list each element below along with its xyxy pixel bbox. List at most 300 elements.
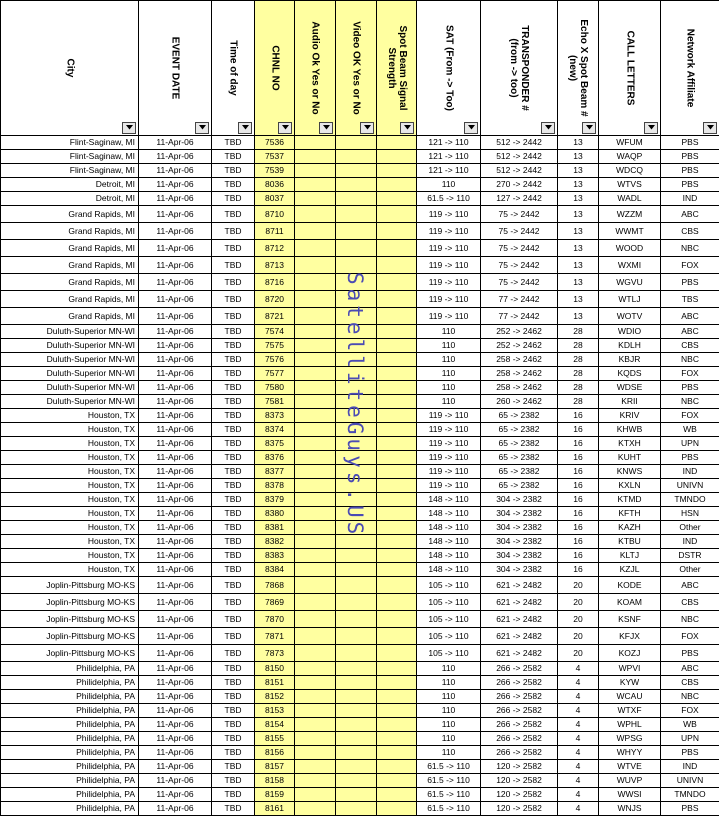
cell-date[interactable]: 11-Apr-06 [139, 353, 212, 367]
cell-call[interactable]: KTBU [599, 535, 661, 549]
cell-sat[interactable]: 119 -> 110 [417, 451, 481, 465]
cell-chnl[interactable]: 8716 [255, 274, 295, 291]
cell-video[interactable] [336, 395, 377, 409]
cell-video[interactable] [336, 291, 377, 308]
cell-network[interactable]: PBS [661, 274, 719, 291]
cell-audio[interactable] [295, 325, 336, 339]
cell-echo[interactable]: 28 [558, 353, 599, 367]
cell-chnl[interactable]: 8159 [255, 788, 295, 802]
cell-city[interactable]: Philidelphia, PA [1, 732, 139, 746]
cell-spot[interactable] [377, 206, 417, 223]
cell-video[interactable] [336, 577, 377, 594]
cell-echo[interactable]: 4 [558, 760, 599, 774]
cell-time[interactable]: TBD [212, 479, 255, 493]
cell-transponder[interactable]: 77 -> 2442 [481, 291, 558, 308]
cell-video[interactable] [336, 760, 377, 774]
autofilter-dropdown-icon[interactable] [644, 122, 658, 134]
cell-city[interactable]: Duluth-Superior MN-WI [1, 339, 139, 353]
cell-sat[interactable]: 110 [417, 353, 481, 367]
cell-date[interactable]: 11-Apr-06 [139, 409, 212, 423]
cell-sat[interactable]: 119 -> 110 [417, 206, 481, 223]
cell-date[interactable]: 11-Apr-06 [139, 395, 212, 409]
cell-video[interactable] [336, 549, 377, 563]
cell-spot[interactable] [377, 192, 417, 206]
cell-network[interactable]: FOX [661, 409, 719, 423]
cell-date[interactable]: 11-Apr-06 [139, 493, 212, 507]
cell-echo[interactable]: 13 [558, 192, 599, 206]
cell-chnl[interactable]: 7537 [255, 150, 295, 164]
cell-city[interactable]: Philidelphia, PA [1, 704, 139, 718]
cell-spot[interactable] [377, 274, 417, 291]
cell-spot[interactable] [377, 760, 417, 774]
cell-network[interactable]: FOX [661, 367, 719, 381]
cell-city[interactable]: Duluth-Superior MN-WI [1, 325, 139, 339]
cell-city[interactable]: Philidelphia, PA [1, 788, 139, 802]
cell-audio[interactable] [295, 423, 336, 437]
cell-network[interactable]: ABC [661, 577, 719, 594]
cell-sat[interactable]: 105 -> 110 [417, 628, 481, 645]
cell-spot[interactable] [377, 718, 417, 732]
cell-time[interactable]: TBD [212, 760, 255, 774]
cell-date[interactable]: 11-Apr-06 [139, 223, 212, 240]
cell-city[interactable]: Joplin-Pittsburg MO-KS [1, 611, 139, 628]
cell-audio[interactable] [295, 479, 336, 493]
cell-video[interactable] [336, 465, 377, 479]
cell-transponder[interactable]: 304 -> 2382 [481, 549, 558, 563]
cell-spot[interactable] [377, 367, 417, 381]
cell-chnl[interactable]: 7576 [255, 353, 295, 367]
cell-video[interactable] [336, 274, 377, 291]
cell-audio[interactable] [295, 206, 336, 223]
cell-city[interactable]: Grand Rapids, MI [1, 274, 139, 291]
cell-call[interactable]: KFTH [599, 507, 661, 521]
cell-echo[interactable]: 28 [558, 381, 599, 395]
cell-chnl[interactable]: 8153 [255, 704, 295, 718]
cell-network[interactable]: IND [661, 465, 719, 479]
cell-sat[interactable]: 110 [417, 178, 481, 192]
cell-video[interactable] [336, 690, 377, 704]
cell-date[interactable]: 11-Apr-06 [139, 704, 212, 718]
cell-network[interactable]: WB [661, 718, 719, 732]
cell-echo[interactable]: 20 [558, 577, 599, 594]
cell-city[interactable]: Grand Rapids, MI [1, 308, 139, 325]
cell-call[interactable]: WDSE [599, 381, 661, 395]
cell-time[interactable]: TBD [212, 493, 255, 507]
cell-audio[interactable] [295, 746, 336, 760]
cell-network[interactable]: CBS [661, 339, 719, 353]
cell-time[interactable]: TBD [212, 274, 255, 291]
cell-chnl[interactable]: 7873 [255, 645, 295, 662]
cell-transponder[interactable]: 266 -> 2582 [481, 676, 558, 690]
cell-call[interactable]: WCAU [599, 690, 661, 704]
cell-chnl[interactable]: 8375 [255, 437, 295, 451]
cell-time[interactable]: TBD [212, 240, 255, 257]
autofilter-dropdown-icon[interactable] [400, 122, 414, 134]
cell-chnl[interactable]: 8379 [255, 493, 295, 507]
cell-spot[interactable] [377, 535, 417, 549]
cell-video[interactable] [336, 192, 377, 206]
cell-time[interactable]: TBD [212, 594, 255, 611]
cell-network[interactable]: PBS [661, 381, 719, 395]
cell-date[interactable]: 11-Apr-06 [139, 479, 212, 493]
cell-audio[interactable] [295, 240, 336, 257]
cell-time[interactable]: TBD [212, 257, 255, 274]
cell-audio[interactable] [295, 704, 336, 718]
cell-city[interactable]: Grand Rapids, MI [1, 291, 139, 308]
cell-echo[interactable]: 16 [558, 423, 599, 437]
cell-time[interactable]: TBD [212, 676, 255, 690]
cell-video[interactable] [336, 437, 377, 451]
cell-call[interactable]: WZZM [599, 206, 661, 223]
cell-spot[interactable] [377, 611, 417, 628]
cell-video[interactable] [336, 611, 377, 628]
cell-network[interactable]: PBS [661, 178, 719, 192]
cell-date[interactable]: 11-Apr-06 [139, 676, 212, 690]
cell-sat[interactable]: 61.5 -> 110 [417, 802, 481, 816]
cell-date[interactable]: 11-Apr-06 [139, 645, 212, 662]
cell-echo[interactable]: 4 [558, 788, 599, 802]
cell-video[interactable] [336, 628, 377, 645]
cell-echo[interactable]: 28 [558, 367, 599, 381]
cell-time[interactable]: TBD [212, 223, 255, 240]
cell-call[interactable]: WTLJ [599, 291, 661, 308]
cell-video[interactable] [336, 367, 377, 381]
cell-echo[interactable]: 13 [558, 291, 599, 308]
cell-transponder[interactable]: 120 -> 2582 [481, 760, 558, 774]
cell-echo[interactable]: 16 [558, 465, 599, 479]
cell-network[interactable]: NBC [661, 611, 719, 628]
cell-chnl[interactable]: 8710 [255, 206, 295, 223]
cell-city[interactable]: Detroit, MI [1, 192, 139, 206]
cell-echo[interactable]: 13 [558, 308, 599, 325]
cell-date[interactable]: 11-Apr-06 [139, 802, 212, 816]
cell-audio[interactable] [295, 409, 336, 423]
cell-transponder[interactable]: 512 -> 2442 [481, 136, 558, 150]
cell-date[interactable]: 11-Apr-06 [139, 381, 212, 395]
cell-network[interactable]: UNIVN [661, 774, 719, 788]
cell-chnl[interactable]: 8152 [255, 690, 295, 704]
cell-spot[interactable] [377, 746, 417, 760]
cell-echo[interactable]: 20 [558, 611, 599, 628]
cell-city[interactable]: Joplin-Pittsburg MO-KS [1, 645, 139, 662]
cell-time[interactable]: TBD [212, 465, 255, 479]
cell-call[interactable]: WWMT [599, 223, 661, 240]
cell-audio[interactable] [295, 732, 336, 746]
cell-chnl[interactable]: 8377 [255, 465, 295, 479]
cell-sat[interactable]: 110 [417, 367, 481, 381]
cell-spot[interactable] [377, 507, 417, 521]
cell-chnl[interactable]: 8381 [255, 521, 295, 535]
cell-time[interactable]: TBD [212, 150, 255, 164]
cell-transponder[interactable]: 266 -> 2582 [481, 732, 558, 746]
cell-call[interactable]: KBJR [599, 353, 661, 367]
cell-spot[interactable] [377, 381, 417, 395]
cell-sat[interactable]: 105 -> 110 [417, 594, 481, 611]
cell-call[interactable]: WDCQ [599, 164, 661, 178]
cell-city[interactable]: Houston, TX [1, 465, 139, 479]
cell-audio[interactable] [295, 192, 336, 206]
cell-city[interactable]: Philidelphia, PA [1, 746, 139, 760]
cell-echo[interactable]: 4 [558, 718, 599, 732]
cell-date[interactable]: 11-Apr-06 [139, 164, 212, 178]
cell-chnl[interactable]: 8373 [255, 409, 295, 423]
cell-echo[interactable]: 13 [558, 136, 599, 150]
cell-city[interactable]: Duluth-Superior MN-WI [1, 367, 139, 381]
cell-chnl[interactable]: 7575 [255, 339, 295, 353]
cell-echo[interactable]: 16 [558, 493, 599, 507]
cell-video[interactable] [336, 381, 377, 395]
cell-city[interactable]: Grand Rapids, MI [1, 223, 139, 240]
cell-transponder[interactable]: 621 -> 2482 [481, 594, 558, 611]
cell-video[interactable] [336, 662, 377, 676]
autofilter-dropdown-icon[interactable] [582, 122, 596, 134]
cell-video[interactable] [336, 746, 377, 760]
cell-date[interactable]: 11-Apr-06 [139, 192, 212, 206]
cell-city[interactable]: Flint-Saginaw, MI [1, 164, 139, 178]
cell-call[interactable]: WTXF [599, 704, 661, 718]
cell-chnl[interactable]: 7580 [255, 381, 295, 395]
cell-call[interactable]: WAQP [599, 150, 661, 164]
cell-video[interactable] [336, 774, 377, 788]
cell-echo[interactable]: 4 [558, 676, 599, 690]
cell-spot[interactable] [377, 451, 417, 465]
cell-call[interactable]: KQDS [599, 367, 661, 381]
cell-time[interactable]: TBD [212, 704, 255, 718]
cell-city[interactable]: Houston, TX [1, 451, 139, 465]
cell-spot[interactable] [377, 136, 417, 150]
autofilter-dropdown-icon[interactable] [278, 122, 292, 134]
cell-call[interactable]: WADL [599, 192, 661, 206]
cell-time[interactable]: TBD [212, 451, 255, 465]
cell-time[interactable]: TBD [212, 381, 255, 395]
cell-city[interactable]: Grand Rapids, MI [1, 240, 139, 257]
cell-date[interactable]: 11-Apr-06 [139, 788, 212, 802]
cell-audio[interactable] [295, 718, 336, 732]
cell-echo[interactable]: 16 [558, 563, 599, 577]
cell-date[interactable]: 11-Apr-06 [139, 136, 212, 150]
cell-sat[interactable]: 61.5 -> 110 [417, 760, 481, 774]
cell-spot[interactable] [377, 257, 417, 274]
cell-echo[interactable]: 13 [558, 240, 599, 257]
cell-city[interactable]: Philidelphia, PA [1, 760, 139, 774]
cell-echo[interactable]: 13 [558, 178, 599, 192]
cell-sat[interactable]: 119 -> 110 [417, 423, 481, 437]
cell-audio[interactable] [295, 150, 336, 164]
cell-network[interactable]: PBS [661, 746, 719, 760]
cell-city[interactable]: Philidelphia, PA [1, 802, 139, 816]
cell-sat[interactable]: 148 -> 110 [417, 563, 481, 577]
cell-date[interactable]: 11-Apr-06 [139, 594, 212, 611]
cell-transponder[interactable]: 304 -> 2382 [481, 521, 558, 535]
cell-video[interactable] [336, 150, 377, 164]
autofilter-dropdown-icon[interactable] [360, 122, 374, 134]
cell-audio[interactable] [295, 690, 336, 704]
cell-echo[interactable]: 4 [558, 690, 599, 704]
cell-video[interactable] [336, 676, 377, 690]
cell-city[interactable]: Houston, TX [1, 535, 139, 549]
cell-audio[interactable] [295, 788, 336, 802]
cell-time[interactable]: TBD [212, 788, 255, 802]
cell-call[interactable]: KZJL [599, 563, 661, 577]
cell-time[interactable]: TBD [212, 563, 255, 577]
cell-city[interactable]: Houston, TX [1, 423, 139, 437]
cell-echo[interactable]: 20 [558, 645, 599, 662]
cell-network[interactable]: TMNDO [661, 493, 719, 507]
autofilter-dropdown-icon[interactable] [319, 122, 333, 134]
cell-date[interactable]: 11-Apr-06 [139, 563, 212, 577]
cell-chnl[interactable]: 7536 [255, 136, 295, 150]
cell-transponder[interactable]: 258 -> 2462 [481, 353, 558, 367]
cell-call[interactable]: KDLH [599, 339, 661, 353]
cell-city[interactable]: Joplin-Pittsburg MO-KS [1, 577, 139, 594]
cell-city[interactable]: Detroit, MI [1, 178, 139, 192]
cell-chnl[interactable]: 8382 [255, 535, 295, 549]
cell-network[interactable]: IND [661, 760, 719, 774]
cell-audio[interactable] [295, 178, 336, 192]
cell-video[interactable] [336, 223, 377, 240]
cell-chnl[interactable]: 8384 [255, 563, 295, 577]
cell-audio[interactable] [295, 164, 336, 178]
cell-sat[interactable]: 110 [417, 381, 481, 395]
cell-city[interactable]: Houston, TX [1, 437, 139, 451]
cell-date[interactable]: 11-Apr-06 [139, 577, 212, 594]
cell-date[interactable]: 11-Apr-06 [139, 774, 212, 788]
cell-spot[interactable] [377, 164, 417, 178]
cell-chnl[interactable]: 8156 [255, 746, 295, 760]
cell-time[interactable]: TBD [212, 549, 255, 563]
cell-network[interactable]: CBS [661, 594, 719, 611]
cell-transponder[interactable]: 120 -> 2582 [481, 788, 558, 802]
cell-city[interactable]: Houston, TX [1, 479, 139, 493]
cell-time[interactable]: TBD [212, 308, 255, 325]
cell-network[interactable]: UNIVN [661, 479, 719, 493]
autofilter-dropdown-icon[interactable] [238, 122, 252, 134]
cell-transponder[interactable]: 266 -> 2582 [481, 718, 558, 732]
cell-transponder[interactable]: 266 -> 2582 [481, 704, 558, 718]
cell-echo[interactable]: 20 [558, 628, 599, 645]
cell-spot[interactable] [377, 690, 417, 704]
cell-sat[interactable]: 105 -> 110 [417, 611, 481, 628]
cell-call[interactable]: WPHL [599, 718, 661, 732]
cell-audio[interactable] [295, 395, 336, 409]
cell-audio[interactable] [295, 223, 336, 240]
cell-audio[interactable] [295, 676, 336, 690]
cell-spot[interactable] [377, 628, 417, 645]
cell-city[interactable]: Joplin-Pittsburg MO-KS [1, 628, 139, 645]
cell-echo[interactable]: 4 [558, 774, 599, 788]
cell-transponder[interactable]: 512 -> 2442 [481, 150, 558, 164]
cell-video[interactable] [336, 493, 377, 507]
cell-transponder[interactable]: 270 -> 2442 [481, 178, 558, 192]
cell-transponder[interactable]: 120 -> 2582 [481, 774, 558, 788]
cell-spot[interactable] [377, 465, 417, 479]
cell-echo[interactable]: 16 [558, 507, 599, 521]
cell-time[interactable]: TBD [212, 367, 255, 381]
cell-echo[interactable]: 28 [558, 395, 599, 409]
cell-echo[interactable]: 16 [558, 535, 599, 549]
cell-network[interactable]: WB [661, 423, 719, 437]
cell-audio[interactable] [295, 535, 336, 549]
cell-time[interactable]: TBD [212, 521, 255, 535]
cell-city[interactable]: Duluth-Superior MN-WI [1, 353, 139, 367]
cell-sat[interactable]: 110 [417, 662, 481, 676]
cell-sat[interactable]: 148 -> 110 [417, 507, 481, 521]
cell-audio[interactable] [295, 291, 336, 308]
cell-chnl[interactable]: 7581 [255, 395, 295, 409]
cell-video[interactable] [336, 451, 377, 465]
cell-time[interactable]: TBD [212, 206, 255, 223]
cell-city[interactable]: Philidelphia, PA [1, 662, 139, 676]
cell-echo[interactable]: 16 [558, 549, 599, 563]
cell-time[interactable]: TBD [212, 645, 255, 662]
cell-echo[interactable]: 16 [558, 437, 599, 451]
cell-sat[interactable]: 110 [417, 718, 481, 732]
cell-transponder[interactable]: 65 -> 2382 [481, 479, 558, 493]
cell-chnl[interactable]: 7870 [255, 611, 295, 628]
cell-date[interactable]: 11-Apr-06 [139, 718, 212, 732]
cell-audio[interactable] [295, 274, 336, 291]
cell-echo[interactable]: 4 [558, 802, 599, 816]
cell-call[interactable]: KLTJ [599, 549, 661, 563]
cell-date[interactable]: 11-Apr-06 [139, 367, 212, 381]
cell-echo[interactable]: 28 [558, 339, 599, 353]
cell-transponder[interactable]: 260 -> 2462 [481, 395, 558, 409]
cell-video[interactable] [336, 594, 377, 611]
cell-call[interactable]: WOTV [599, 308, 661, 325]
cell-call[interactable]: KOZJ [599, 645, 661, 662]
cell-time[interactable]: TBD [212, 690, 255, 704]
cell-audio[interactable] [295, 451, 336, 465]
cell-spot[interactable] [377, 423, 417, 437]
cell-transponder[interactable]: 75 -> 2442 [481, 274, 558, 291]
cell-network[interactable]: ABC [661, 662, 719, 676]
cell-chnl[interactable]: 8380 [255, 507, 295, 521]
cell-time[interactable]: TBD [212, 164, 255, 178]
cell-network[interactable]: ABC [661, 325, 719, 339]
cell-chnl[interactable]: 7574 [255, 325, 295, 339]
cell-time[interactable]: TBD [212, 192, 255, 206]
cell-call[interactable]: WNJS [599, 802, 661, 816]
cell-network[interactable]: UPN [661, 732, 719, 746]
cell-city[interactable]: Duluth-Superior MN-WI [1, 381, 139, 395]
cell-echo[interactable]: 13 [558, 150, 599, 164]
cell-network[interactable]: DSTR [661, 549, 719, 563]
cell-call[interactable]: KHWB [599, 423, 661, 437]
cell-sat[interactable]: 119 -> 110 [417, 437, 481, 451]
cell-audio[interactable] [295, 437, 336, 451]
cell-network[interactable]: IND [661, 192, 719, 206]
cell-network[interactable]: FOX [661, 704, 719, 718]
autofilter-dropdown-icon[interactable] [195, 122, 209, 134]
cell-audio[interactable] [295, 136, 336, 150]
cell-sat[interactable]: 61.5 -> 110 [417, 788, 481, 802]
cell-echo[interactable]: 13 [558, 274, 599, 291]
cell-call[interactable]: WHYY [599, 746, 661, 760]
cell-sat[interactable]: 105 -> 110 [417, 577, 481, 594]
cell-date[interactable]: 11-Apr-06 [139, 150, 212, 164]
cell-transponder[interactable]: 258 -> 2462 [481, 381, 558, 395]
cell-date[interactable]: 11-Apr-06 [139, 465, 212, 479]
cell-video[interactable] [336, 178, 377, 192]
cell-time[interactable]: TBD [212, 353, 255, 367]
cell-spot[interactable] [377, 240, 417, 257]
cell-time[interactable]: TBD [212, 746, 255, 760]
cell-sat[interactable]: 121 -> 110 [417, 150, 481, 164]
cell-chnl[interactable]: 7577 [255, 367, 295, 381]
cell-chnl[interactable]: 8155 [255, 732, 295, 746]
cell-date[interactable]: 11-Apr-06 [139, 746, 212, 760]
cell-call[interactable]: KRIV [599, 409, 661, 423]
